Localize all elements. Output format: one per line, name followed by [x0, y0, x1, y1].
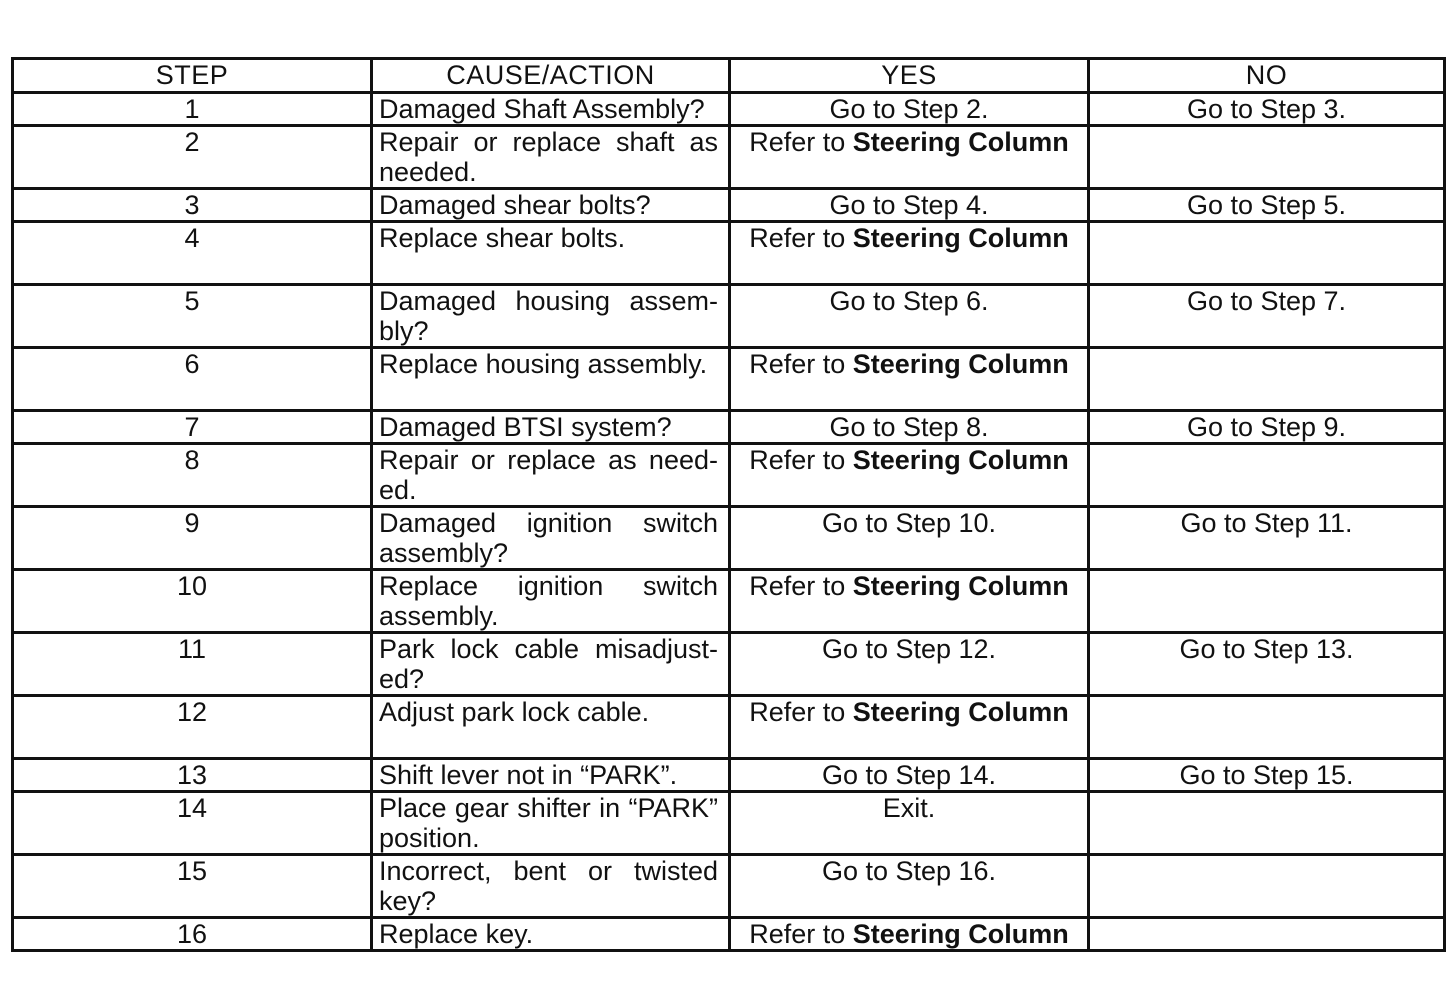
no-result: Go to Step 11. — [1089, 507, 1445, 570]
cause-action-text: Damaged BTSI system? — [372, 411, 730, 444]
no-result — [1089, 348, 1445, 411]
yes-result: Go to Step 10. — [730, 507, 1089, 570]
no-result — [1089, 696, 1445, 759]
table-row — [13, 759, 1445, 792]
cause-action-text: Damaged shear bolts? — [372, 189, 730, 222]
table-row — [13, 855, 1445, 918]
step-number: 10 — [13, 570, 372, 633]
refer-target: Steering Column — [852, 127, 1069, 157]
table-row — [13, 126, 1445, 189]
table-row — [13, 189, 1445, 222]
step-number: 7 — [13, 411, 372, 444]
no-result — [1089, 570, 1445, 633]
refer-target: Steering Column — [852, 349, 1069, 379]
step-number: 3 — [13, 189, 372, 222]
yes-result — [730, 444, 1089, 507]
table-row — [13, 570, 1445, 633]
cause-action-text: Park lock cable misadjust-ed? — [372, 633, 730, 696]
step-number: 12 — [13, 696, 372, 759]
cause-action-text: Replace housing assembly. — [372, 348, 730, 411]
header-cause-action: CAUSE/ACTION — [372, 59, 730, 93]
yes-result: Go to Step 12. — [730, 633, 1089, 696]
step-number: 2 — [13, 126, 372, 189]
no-result: Go to Step 7. — [1089, 285, 1445, 348]
yes-result — [730, 222, 1089, 285]
yes-result: Go to Step 8. — [730, 411, 1089, 444]
no-result: Go to Step 5. — [1089, 189, 1445, 222]
table-row — [13, 93, 1445, 126]
no-result — [1089, 444, 1445, 507]
cause-action-text: Damaged housing assem-bly? — [372, 285, 730, 348]
step-number: 1 — [13, 93, 372, 126]
no-result — [1089, 126, 1445, 189]
header-no: NO — [1089, 59, 1445, 93]
no-result — [1089, 855, 1445, 918]
no-result — [1089, 792, 1445, 855]
no-result: Go to Step 3. — [1089, 93, 1445, 126]
refer-prefix: Refer to — [749, 349, 846, 379]
yes-result — [730, 696, 1089, 759]
cause-action-text: Shift lever not in “PARK”. — [372, 759, 730, 792]
table-row — [13, 411, 1445, 444]
table-row — [13, 633, 1445, 696]
yes-result: Go to Step 14. — [730, 759, 1089, 792]
cause-action-text: Damaged ignition switch assembly? — [372, 507, 730, 570]
refer-prefix: Refer to — [749, 571, 846, 601]
table-row — [13, 222, 1445, 285]
refer-target: Steering Column — [852, 571, 1069, 601]
step-number: 15 — [13, 855, 372, 918]
refer-prefix: Refer to — [749, 445, 846, 475]
refer-prefix: Refer to — [749, 919, 846, 949]
cause-action-text: Incorrect, bent or twisted key? — [372, 855, 730, 918]
cause-action-text: Replace key. — [372, 918, 730, 951]
refer-target: Steering Column — [852, 697, 1069, 727]
step-number: 9 — [13, 507, 372, 570]
no-result — [1089, 918, 1445, 951]
cause-action-text: Repair or replace as need-ed. — [372, 444, 730, 507]
header-step: STEP — [13, 59, 372, 93]
yes-result — [730, 918, 1089, 951]
cause-action-text: Replace ignition switch assembly. — [372, 570, 730, 633]
step-number: 6 — [13, 348, 372, 411]
table-row — [13, 348, 1445, 411]
step-number: 13 — [13, 759, 372, 792]
refer-prefix: Refer to — [749, 223, 846, 253]
refer-target: Steering Column — [852, 919, 1069, 949]
yes-result — [730, 348, 1089, 411]
table-row — [13, 696, 1445, 759]
cause-action-text: Replace shear bolts. — [372, 222, 730, 285]
yes-result: Exit. — [730, 792, 1089, 855]
no-result: Go to Step 9. — [1089, 411, 1445, 444]
step-number: 8 — [13, 444, 372, 507]
step-number: 4 — [13, 222, 372, 285]
refer-target: Steering Column — [852, 223, 1069, 253]
header-yes: YES — [730, 59, 1089, 93]
step-number: 16 — [13, 918, 372, 951]
table-row — [13, 507, 1445, 570]
no-result: Go to Step 15. — [1089, 759, 1445, 792]
yes-result — [730, 126, 1089, 189]
yes-result: Go to Step 2. — [730, 93, 1089, 126]
refer-target: Steering Column — [852, 445, 1069, 475]
yes-result: Go to Step 16. — [730, 855, 1089, 918]
cause-action-text: Adjust park lock cable. — [372, 696, 730, 759]
step-number: 11 — [13, 633, 372, 696]
header-row — [13, 59, 1445, 93]
table-row — [13, 444, 1445, 507]
table-row — [13, 792, 1445, 855]
cause-action-text: Repair or replace shaft as needed. — [372, 126, 730, 189]
diagnostic-table — [11, 57, 1446, 952]
yes-result: Go to Step 4. — [730, 189, 1089, 222]
step-number: 5 — [13, 285, 372, 348]
table-row — [13, 285, 1445, 348]
refer-prefix: Refer to — [749, 127, 846, 157]
step-number: 14 — [13, 792, 372, 855]
no-result: Go to Step 13. — [1089, 633, 1445, 696]
no-result — [1089, 222, 1445, 285]
table-row — [13, 918, 1445, 951]
cause-action-text: Damaged Shaft Assembly? — [372, 93, 730, 126]
yes-result: Go to Step 6. — [730, 285, 1089, 348]
refer-prefix: Refer to — [749, 697, 846, 727]
cause-action-text: Place gear shifter in “PARK” position. — [372, 792, 730, 855]
yes-result — [730, 570, 1089, 633]
